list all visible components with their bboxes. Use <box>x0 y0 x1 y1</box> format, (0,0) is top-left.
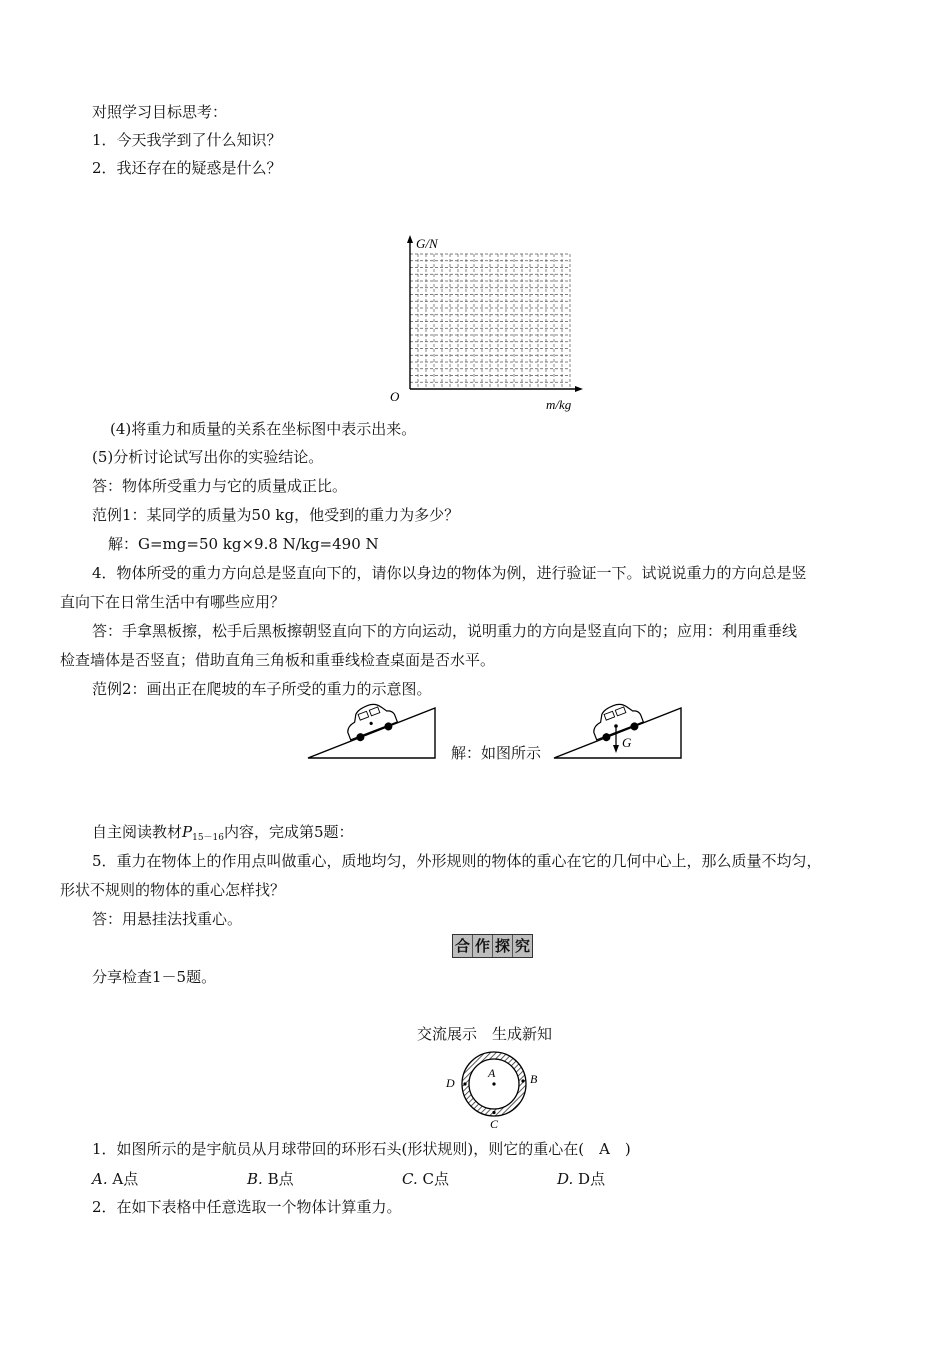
quiz-question-2: 2．在如下表格中任意选取一个物体计算重力。 <box>92 1198 402 1216</box>
y-axis-arrow <box>407 235 413 243</box>
question-5-answer: 答：用悬挂法找重心。 <box>92 910 243 928</box>
quiz-option-a: A. A点 <box>92 1170 139 1188</box>
badge-char: 探 <box>493 935 513 957</box>
section-badge <box>452 934 533 958</box>
question-5-line-1: 5．重力在物体上的作用点叫做重心，质地均匀，外形规则的物体的重心在它的几何中心上，那么质量不均匀， <box>92 852 822 870</box>
quiz-option-d: D. D点 <box>557 1170 606 1188</box>
origin-label: O <box>390 389 400 404</box>
quiz-option-b: B. B点 <box>247 1170 294 1188</box>
section-title: 交流展示 生成新知 <box>417 1025 553 1043</box>
quiz-option-c: C. C点 <box>402 1170 449 1188</box>
question-4-line-1: 4．物体所受的重力方向总是竖直向下的，请你以身边的物体为例，进行验证一下。试说说重力的方向总是竖 <box>92 564 807 582</box>
read-intro: 自主阅读教材$P_{15-16}$内容，完成第5题： <box>92 823 354 843</box>
badge-char: 作 <box>473 935 493 957</box>
gravity-mass-graph <box>380 232 590 417</box>
y-axis-label: G/N <box>416 236 438 251</box>
example-2-solution-label: 解：如图所示 <box>451 744 542 762</box>
ring-label-b: B <box>530 1072 538 1086</box>
step-4: (4)将重力和质量的关系在坐标图中表示出来。 <box>110 420 417 438</box>
graph-grid <box>410 254 570 389</box>
badge-char: 究 <box>514 937 530 955</box>
x-axis-arrow <box>575 386 583 392</box>
example-1-solution: 解：G=mg=50 kg×9.8 N/kg=490 N <box>108 535 379 553</box>
slope-car-figure <box>305 700 440 762</box>
question-4-answer-line-2: 检查墙体是否竖直；借助直角三角板和重垂线检查桌面是否水平。 <box>60 651 496 669</box>
slope-car-gravity-figure <box>551 700 686 762</box>
step-5: (5)分析讨论试写出你的实验结论。 <box>92 448 324 466</box>
step-5-answer: 答：物体所受重力与它的质量成正比。 <box>92 477 348 495</box>
ring-label-c: C <box>490 1117 499 1131</box>
share-check: 分享检查1－5题。 <box>92 968 217 986</box>
quiz-question-1: 1．如图所示的是宇航员从月球带回的环形石头(形状规则)，则它的重心在( A ) <box>92 1140 631 1158</box>
ring-label-d: D <box>446 1076 455 1090</box>
example-2-question: 范例2：画出正在爬坡的车子所受的重力的示意图。 <box>92 680 432 698</box>
question-5-line-2: 形状不规则的物体的重心怎样找？ <box>60 881 286 899</box>
question-4-line-2: 直向下在日常生活中有哪些应用？ <box>60 593 286 611</box>
ring-label-a: A <box>488 1066 496 1080</box>
example-1-question: 范例1：某同学的质量为50 kg，他受到的重力为多少？ <box>92 506 460 524</box>
question-4-answer-line-1: 答：手拿黑板擦，松手后黑板擦朝竖直向下的方向运动，说明重力的方向是竖直向下的；应用：利用重垂线 <box>92 622 798 640</box>
reflect-question-1: 1．今天我学到了什么知识？ <box>92 131 282 149</box>
reflect-question-2: 2．我还存在的疑惑是什么？ <box>92 159 282 177</box>
gravity-label: G <box>622 735 632 750</box>
badge-char: 合 <box>453 935 473 957</box>
ring-stone-figure <box>440 1046 550 1132</box>
x-axis-label: m/kg <box>546 397 572 412</box>
reflect-heading: 对照学习目标思考： <box>92 103 228 121</box>
